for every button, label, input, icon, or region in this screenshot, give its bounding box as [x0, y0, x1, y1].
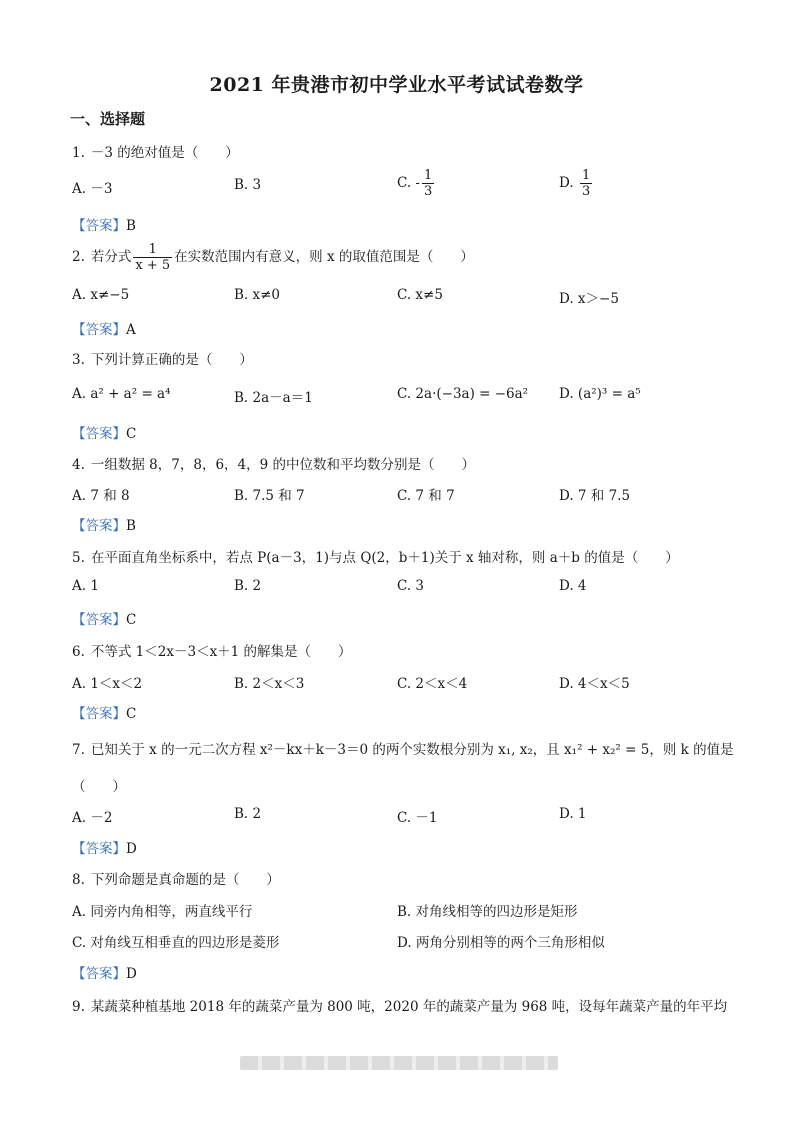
q1-option-d: D. $\frac{1}{3}$: [559, 168, 591, 199]
question-number: 1.: [72, 145, 85, 161]
question-8: 8. 下列命题是真命题的是（ ）: [72, 872, 280, 888]
question-5: 5. 在平面直角坐标系中，若点 P(a－3，1)与点 Q(2，b＋1)关于 x 轴对称，则 a＋b 的值是（ ）: [72, 550, 679, 566]
fraction: $\frac{1}{x + 5}$: [135, 242, 171, 273]
q8-option-b: B. 对角线相等的四边形是矩形: [397, 904, 578, 920]
q1-option-a: A. －3: [72, 181, 113, 197]
q6-option-c: C. 2＜x＜4: [397, 676, 468, 692]
q4-option-b: B. 7.5 和 7: [234, 488, 305, 504]
q1-option-c: C. - $\frac{1}{3}$: [397, 168, 433, 199]
question-6: 6. 不等式 1＜2x－3＜x＋1 的解集是（ ）: [72, 644, 352, 660]
q8-option-a: A. 同旁内角相等，两直线平行: [72, 904, 253, 920]
q7-option-d: D. 1: [559, 806, 587, 822]
q2-answer: 【答案】A: [72, 322, 136, 338]
question-7: 7. 已知关于 x 的一元二次方程 x²－kx＋k－3＝0 的两个实数根分别为 x₁, x₂，且 x₁² + x₂² = 5，则 k 的值是: [72, 742, 734, 758]
q5-option-d: D. 4: [559, 578, 587, 594]
q4-option-c: C. 7 和 7: [397, 488, 455, 504]
q4-option-a: A. 7 和 8: [72, 488, 130, 504]
q6-option-a: A. 1＜x＜2: [72, 676, 143, 692]
footer-watermark: [240, 1056, 558, 1070]
q7-option-c: C. －1: [397, 810, 438, 826]
q7-option-a: A. －2: [72, 810, 113, 826]
question-4: 4. 一组数据 8，7，8，6，4，9 的中位数和平均数分别是（ ）: [72, 457, 476, 473]
q6-option-b: B. 2＜x＜3: [234, 676, 305, 692]
q3-answer: 【答案】C: [72, 426, 137, 442]
q3-option-d: D. (a²)³ = a⁵: [559, 386, 641, 402]
question-stem: －3 的绝对值是（ ）: [90, 145, 239, 161]
q5-option-c: C. 3: [397, 578, 425, 594]
q1-answer: 【答案】B: [72, 218, 136, 234]
q7-option-b: B. 2: [234, 806, 262, 822]
q1-option-b: B. 3: [234, 177, 262, 193]
q7-answer: 【答案】D: [72, 841, 137, 857]
page-title: 2021 年贵港市初中学业水平考试试卷数学: [209, 74, 584, 96]
question-2: 2. 若分式 $\frac{1}{x + 5}$ 在实数范围内有意义，则 x 的取值范围是（ ）: [72, 242, 474, 273]
q6-option-d: D. 4＜x＜5: [559, 676, 630, 692]
question-3: 3. 下列计算正确的是（ ）: [72, 352, 253, 368]
q5-answer: 【答案】C: [72, 612, 137, 628]
question-7-line-2: （ ）: [72, 779, 126, 795]
q2-option-c: C. x≠5: [397, 287, 443, 303]
question-9: 9. 某蔬菜种植基地 2018 年的蔬菜产量为 800 吨，2020 年的蔬菜产量为 968 吨，设每年蔬菜产量的年平均: [72, 999, 728, 1015]
q8-answer: 【答案】D: [72, 966, 137, 982]
q3-option-b: B. 2a－a＝1: [234, 390, 313, 406]
q5-option-b: B. 2: [234, 578, 262, 594]
q8-option-d: D. 两角分别相等的两个三角形相似: [397, 935, 605, 951]
q8-option-c: C. 对角线互相垂直的四边形是菱形: [72, 935, 280, 951]
q3-option-c: C. 2a·(−3a) = −6a²: [397, 386, 529, 402]
q5-option-a: A. 1: [72, 578, 99, 594]
section-heading: 一、选择题: [70, 110, 146, 128]
question-1: [72, 141, 239, 161]
q3-option-a: A. a² + a² = a⁴: [72, 386, 171, 402]
q6-answer: 【答案】C: [72, 706, 137, 722]
q2-option-b: B. x≠0: [234, 287, 281, 303]
q2-option-d: D. x＞−5: [559, 291, 619, 307]
q2-option-a: A. x≠−5: [72, 287, 130, 303]
q4-answer: 【答案】B: [72, 518, 136, 534]
fraction: $\frac{1}{3}$: [424, 168, 433, 199]
q4-option-d: D. 7 和 7.5: [559, 488, 631, 504]
fraction: $\frac{1}{3}$: [581, 168, 591, 199]
